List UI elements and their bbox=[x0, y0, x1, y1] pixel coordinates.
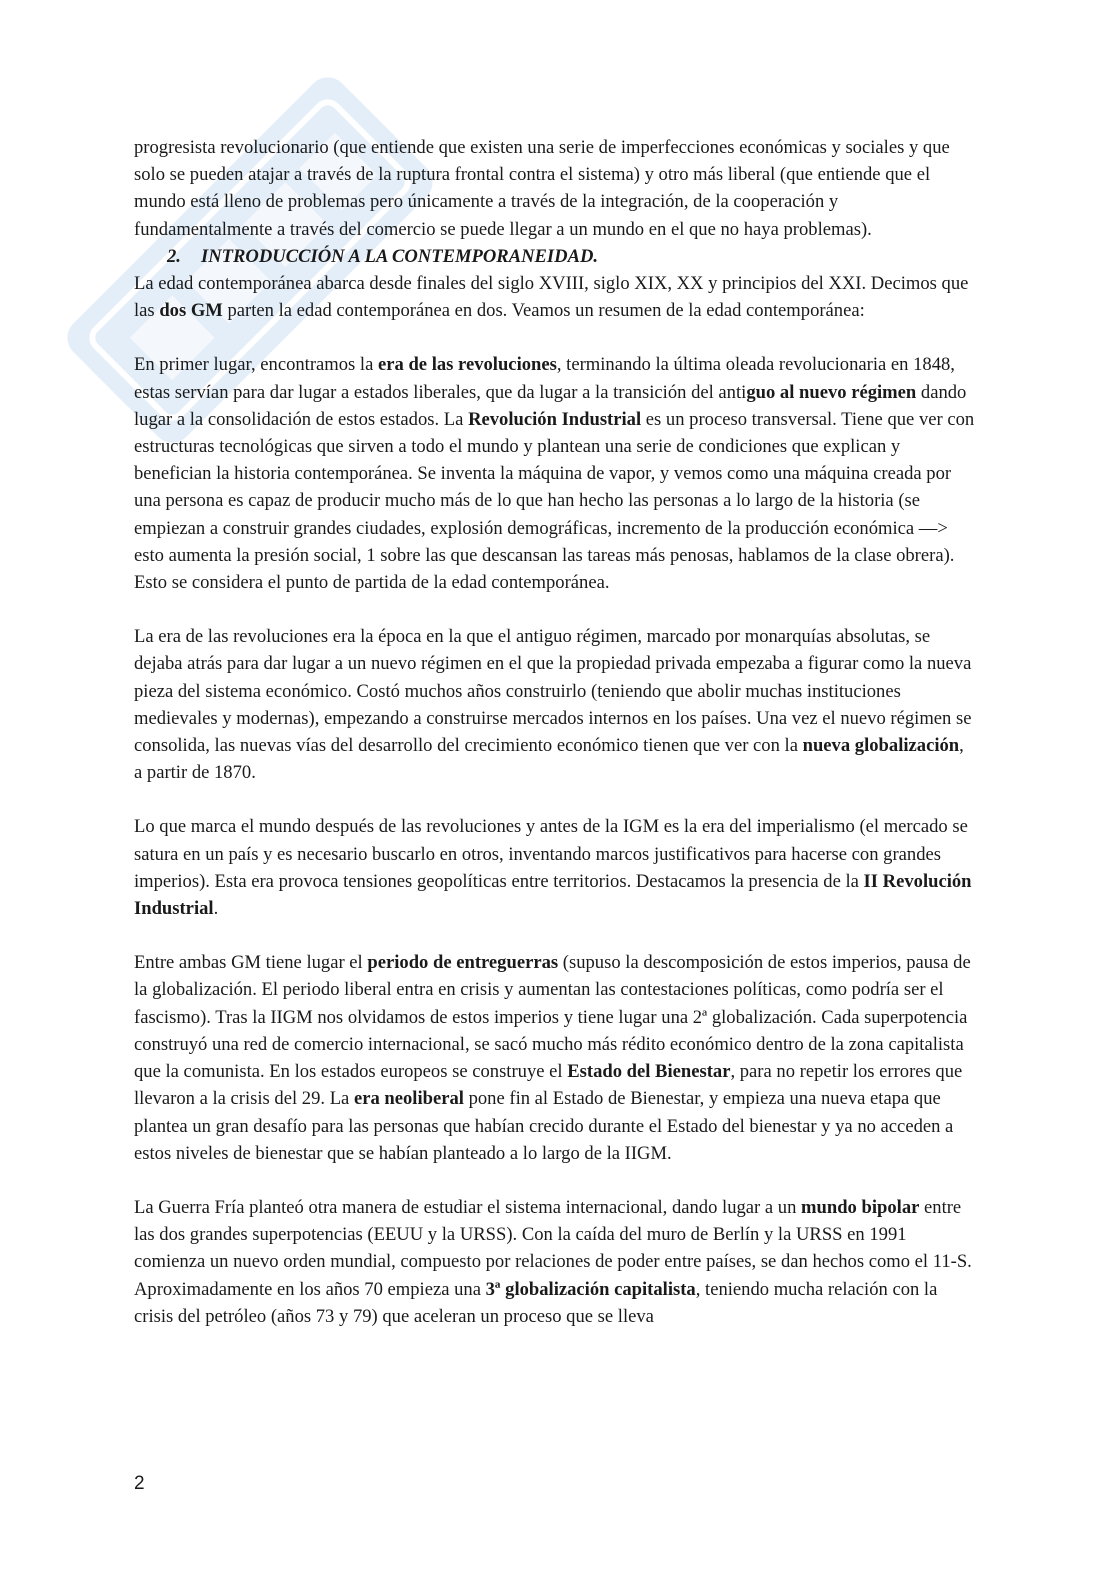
text-span: (supuso la descomposición de estos imperios, pausa de la globalización. El periodo liberal entra en crisis y aumentan las contestaciones políticas, como podría ser el fascismo). Tras la IIGM nos olvidamos de estos imperios y tiene lugar una 2ª globalización. Cada superpotencia construyó una red de comercio internacional, se sacó mucho más rédito económico dentro de la zona capitalista que la comunista. En los estados europeos se construye el bbox=[134, 952, 971, 1083]
paragraph-2 bbox=[134, 270, 976, 324]
paragraph-5 bbox=[134, 813, 976, 922]
text-span: . bbox=[213, 898, 219, 920]
paragraph-1: progresista revolucionario (que entiende que existen una serie de imperfecciones económicas y sociales y que solo se pueden atajar a través de la ruptura frontal contra el sistema) y otro más liberal (que entiende que el mundo está lleno de problemas pero únicamente a través de la integración, de la cooperación y fundamentalmente a través del comercio se puede llegar a un mundo en el que no haya problemas). bbox=[134, 137, 950, 240]
bold-term: dos GM bbox=[159, 300, 223, 322]
bold-term: era neoliberal bbox=[353, 1088, 464, 1110]
text-span: dando lugar a la consolidación de estos estados. La bbox=[134, 381, 967, 430]
text-span: entre las dos grandes superpotencias (EEUU y la URSS). Con la caída del muro de Berlín y la URSS en 1991 comienza un nuevo orden mundial, compuesto por relaciones de poder entre países, se dan hechos como el 11-S. Aproximadamente en los años 70 empieza una bbox=[134, 1196, 972, 1300]
page-number: 2 bbox=[134, 1473, 145, 1494]
text-span: La edad contemporánea abarca desde finales del siglo XVIII, siglo XIX, XX y principios del XXI. Decimos que las bbox=[134, 273, 969, 322]
bold-term: periodo de entreguerras bbox=[367, 952, 559, 974]
paragraph-6 bbox=[134, 949, 976, 1167]
bold-term: II Revolución Industrial bbox=[134, 870, 972, 920]
bold-term: guo al nuevo régimen bbox=[746, 381, 917, 403]
text-span: es un proceso transversal. Tiene que ver con estructuras tecnológicas que sirven a todo el mundo y plantean una serie de condiciones que explican y benefician la historia contemporánea. Se inventa la máquina de vapor, y vemos como una máquina creada por una persona es capaz de producir mucho más de lo que han hecho las personas a lo largo de la historia (se empiezan a construir grandes ciudades, explosión demográficas, incremento de la producción económica —> esto aumenta la presión social, 1 sobre las que descansan las tareas más penosas, hablamos de la clase obrera). Esto se considera el punto de partida de la edad contemporánea. bbox=[134, 408, 975, 594]
paragraph-4 bbox=[134, 623, 976, 786]
document-body bbox=[134, 134, 976, 1330]
text-span: , teniendo mucha relación con la crisis del petróleo (años 73 y 79) que aceleran un proceso que se lleva bbox=[134, 1278, 938, 1327]
bold-term: mundo bipolar bbox=[801, 1196, 920, 1218]
text-span: Lo que marca el mundo después de las revoluciones y antes de la IGM es la era del imperialismo (el mercado se satura en un país y es necesario buscarlo en otros, inventando marcos justificativos para hacerse con grandes imperios). Esta era provoca tensiones geopolíticas entre territorios. Destacamos la presencia de la bbox=[134, 816, 968, 892]
text-span: , terminando la última oleada revolucionaria en 1848, estas servían para dar lugar a estados liberales, que da lugar a la transición del anti bbox=[134, 354, 955, 403]
paragraph-7 bbox=[134, 1194, 976, 1330]
section-heading-text: INTRODUCCIÓN A LA CONTEMPORANEIDAD. bbox=[201, 245, 599, 267]
section-heading bbox=[134, 243, 976, 270]
text-span: La Guerra Fría planteó otra manera de estudiar el sistema internacional, dando lugar a un bbox=[134, 1196, 802, 1218]
bold-term: 3ª globalización capitalista bbox=[485, 1278, 696, 1300]
text-span: pone fin al Estado de Bienestar, y empieza una nueva etapa que plantea un gran desafío para las personas que habían crecido durante el Estado del bienestar y ya no acceden a estos niveles de bienestar que se habían planteado a lo largo de la IIGM. bbox=[134, 1088, 954, 1164]
paragraph-3 bbox=[134, 351, 976, 596]
section-heading-number: 2. bbox=[167, 245, 181, 267]
text-span: , a partir de 1870. bbox=[134, 735, 964, 784]
text-span: Entre ambas GM tiene lugar el bbox=[134, 952, 368, 974]
text-span: La era de las revoluciones era la época en la que el antiguo régimen, marcado por monarquías absolutas, se dejaba atrás para dar lugar a un nuevo régimen en el que la propiedad privada empezaba a figurar como la nueva pieza del sistema económico. Costó muchos años construirlo (teniendo que abolir muchas instituciones medievales y modernas), empezando a construirse mercados internos en los países. Una vez el nuevo régimen se consolida, las nuevas vías del desarrollo del crecimiento económico tienen que ver con la bbox=[134, 626, 972, 757]
bold-term: Revolución Industrial bbox=[468, 408, 642, 430]
text-span: , para no repetir los errores que llevaron a la crisis del 29. La bbox=[134, 1061, 963, 1110]
bold-term: nueva globalización bbox=[802, 735, 960, 757]
text-span: parten la edad contemporánea en dos. Veamos un resumen de la edad contemporánea: bbox=[222, 300, 865, 322]
bold-term: era de las revoluciones bbox=[378, 354, 557, 376]
bold-term: Estado del Bienestar bbox=[567, 1061, 731, 1083]
text-span: En primer lugar, encontramos la bbox=[134, 354, 378, 376]
